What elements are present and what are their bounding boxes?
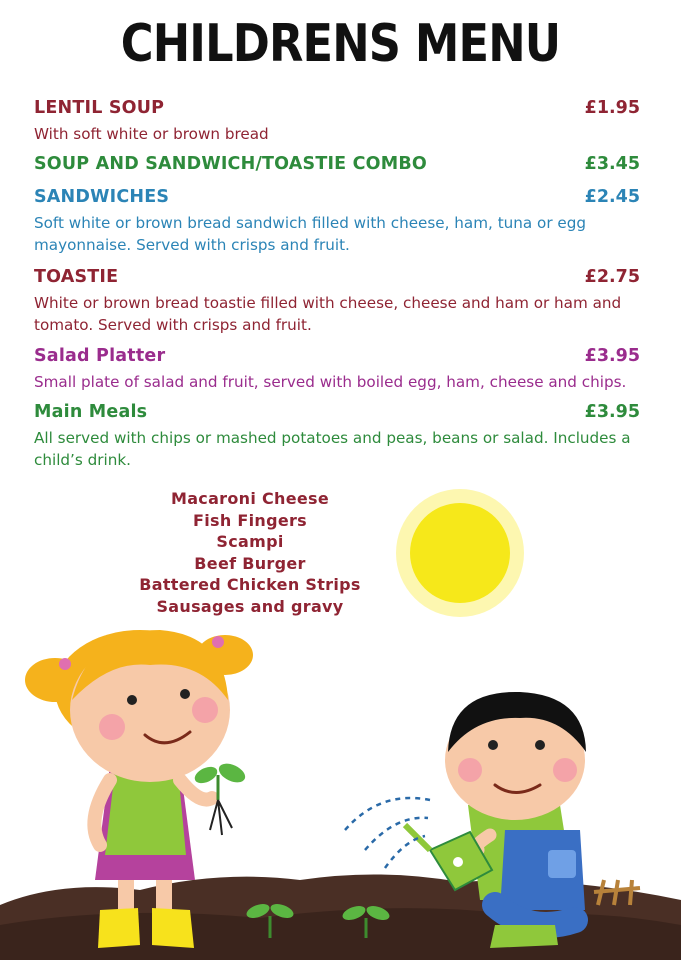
main-meals-list [110, 488, 390, 617]
menu-item-sandwiches [34, 187, 646, 256]
item-price: £2.75 [584, 267, 640, 287]
item-name: SANDWICHES [34, 187, 170, 207]
item-description: Soft white or brown bread sandwich filled with cheese, ham, tuna or egg mayonnaise. Served with crisps and fruit. [34, 214, 587, 254]
item-name: SOUP AND SANDWICH/TOASTIE COMBO [34, 154, 427, 174]
main-meal-item: Fish Fingers [192, 510, 308, 530]
item-name: Main Meals [34, 402, 148, 422]
sun-icon [396, 489, 524, 617]
menu-item-toastie [34, 267, 646, 336]
item-price: £1.95 [584, 98, 640, 118]
page-title: CHILDRENS MENU [120, 14, 561, 74]
item-price: £2.45 [584, 187, 640, 207]
main-meal-item: Sausages and gravy [156, 596, 344, 616]
item-price: £3.45 [584, 154, 640, 174]
main-meal-item: Scampi [216, 532, 284, 551]
menu-item-soup-sandwich-combo [34, 154, 646, 178]
menu-item-salad-platter [34, 346, 646, 393]
item-name: LENTIL SOUP [34, 98, 165, 118]
menu-item-lentil-soup [34, 98, 646, 145]
item-price: £3.95 [584, 402, 640, 422]
item-description: White or brown bread toastie filled with cheese, cheese and ham or ham and tomato. Served with crisps and fruit. [34, 294, 622, 334]
main-meal-item: Macaroni Cheese [170, 489, 330, 508]
item-name: Salad Platter [34, 346, 166, 366]
item-description: All served with chips or mashed potatoes and peas, beans or salad. Includes a child’s drink. [34, 429, 631, 469]
menu-item-main-meals [34, 402, 646, 471]
main-meal-item: Beef Burger [194, 553, 306, 573]
main-meal-item: Battered Chicken Strips [139, 575, 361, 594]
item-price: £3.95 [584, 346, 640, 366]
item-description: Small plate of salad and fruit, served with boiled egg, ham, cheese and chips. [34, 373, 627, 391]
item-description: With soft white or brown bread [34, 125, 269, 143]
item-name: TOASTIE [34, 267, 119, 287]
